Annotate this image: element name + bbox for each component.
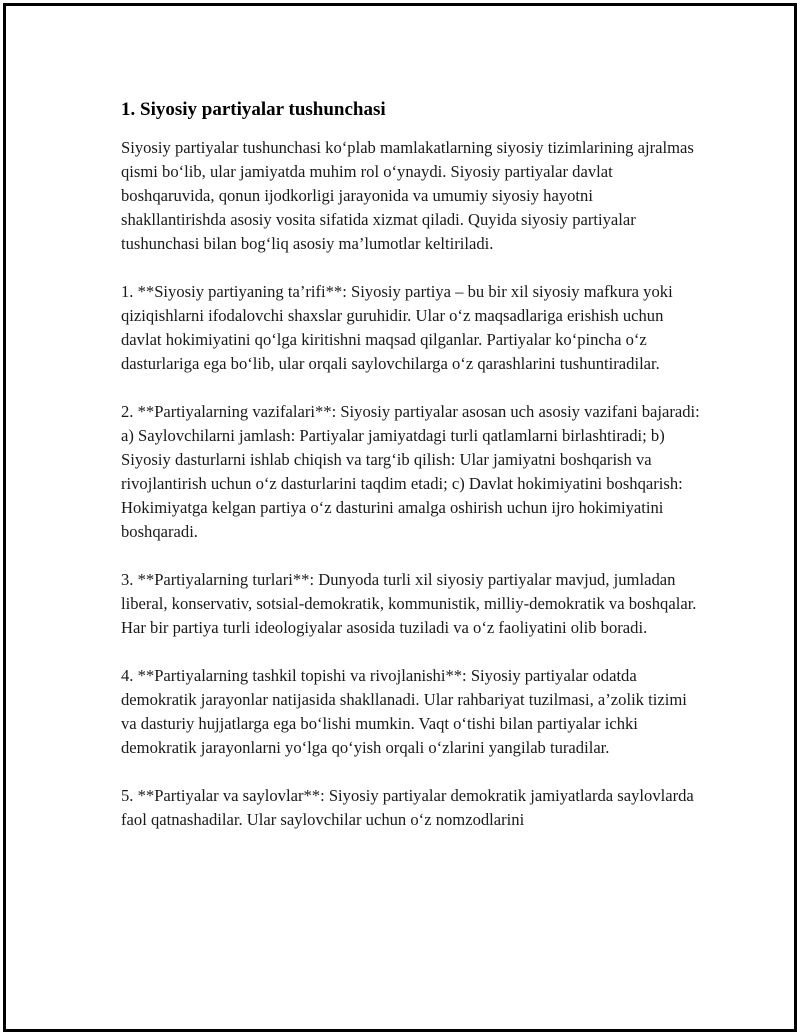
paragraph-formation: 4. **Partiyalarning tashkil topishi va rivojlanishi**: Siyosiy partiyalar odatda demokratik jarayonlar natijasida shakllanadi. Ular rahbariyat tuzilmasi, a’zolik tizimi va dasturiy hujjatlarga ega bo‘lishi mumkin. Vaqt o‘tishi bilan partiyalar ichki demokratik jarayonlarni yo‘lga qo‘yish orqali o‘zlarini yangilab turadilar.: [121, 666, 687, 757]
document-title: 1. Siyosiy partiyalar tushunchasi: [121, 99, 386, 120]
paragraph-definition: 1. **Siyosiy partiyaning ta’rifi**: Siyosiy partiya – bu bir xil siyosiy mafkura yoki qiziqishlarni ifodalovchi shaxslar guruhidir. Ular o‘z maqsadlariga erishish uchun davlat hokimiyatini qo‘lga kiritishni maqsad qilganlar. Partiyalar ko‘pincha o‘z dasturlariga ega bo‘lib, ular orqali saylovchilarga o‘z qarashlarini tushuntiradilar.: [121, 282, 673, 373]
intro-paragraph: Siyosiy partiyalar tushunchasi ko‘plab mamlakatlarning siyosiy tizimlarining ajralmas qismi bo‘lib, ular jamiyatda muhim rol o‘ynaydi. Siyosiy partiyalar davlat boshqaruvida, qonun ijodkorligi jarayonida va umumiy siyosiy hayotni shakllantirishda asosiy vosita sifatida xizmat qiladi. Quyida siyosiy partiyalar tushunchasi bilan bog‘liq asosiy ma’lumotlar keltiriladi.: [121, 138, 694, 253]
paragraph-functions: 2. **Partiyalarning vazifalari**: Siyosiy partiyalar asosan uch asosiy vazifani bajaradi: a) Saylovchilarni jamlash: Partiyalar jamiyatdagi turli qatlamlarni birlashtiradi; b) Siyosiy dasturlarni ishlab chiqish va targ‘ib qilish: Ular jamiyatni boshqarish va rivojlantirish uchun o‘z dasturlarini taqdim etadi; c) Davlat hokimiyatini boshqarish: Hokimiyatga kelgan partiya o‘z dasturini amalga oshirish uchun ijro hokimiyatini boshqaradi.: [121, 402, 700, 541]
paragraph-types: 3. **Partiyalarning turlari**: Dunyoda turli xil siyosiy partiyalar mavjud, jumladan liberal, konservativ, sotsial-demokratik, kommunistik, milliy-demokratik va boshqalar. Har bir partiya turli ideologiyalar asosida tuziladi va o‘z faoliyatini olib boradi.: [121, 570, 697, 637]
paragraph-elections: 5. **Partiyalar va saylovlar**: Siyosiy partiyalar demokratik jamiyatlarda saylovlarda faol qatnashadilar. Ular saylovchilar uchun o‘z nomzodlarini: [121, 786, 694, 829]
document-body: [121, 98, 701, 856]
page: [3, 3, 797, 1032]
